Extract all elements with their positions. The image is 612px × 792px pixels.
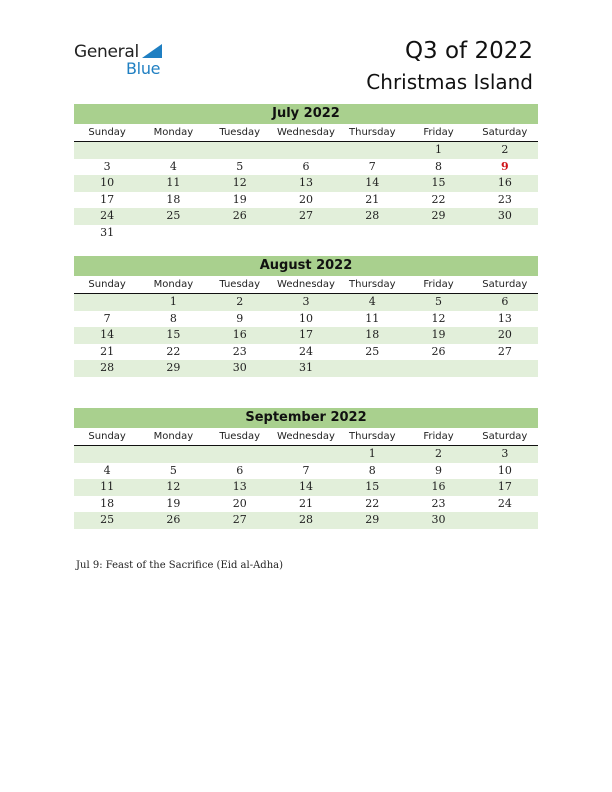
- day-cell: [339, 142, 405, 159]
- day-cell: 27: [232, 513, 247, 526]
- logo-general-text: General: [74, 42, 139, 62]
- page-subtitle: Christmas Island: [366, 70, 533, 94]
- day-cell: [472, 225, 538, 242]
- day-cell: 6: [236, 463, 244, 477]
- day-cell: 21: [365, 192, 380, 206]
- day-cell: 30: [497, 209, 512, 222]
- day-cell: [140, 142, 206, 159]
- day-cell: 11: [166, 176, 181, 189]
- week-row: [74, 225, 538, 242]
- day-cell: 26: [232, 209, 247, 222]
- day-cell: 2: [435, 447, 443, 460]
- day-cell: 20: [298, 192, 313, 206]
- day-cell: 1: [435, 143, 443, 156]
- day-cell: 18: [365, 328, 380, 341]
- weekday-label: Saturday: [482, 431, 528, 442]
- day-cell: 2: [501, 143, 509, 156]
- day-cell: 24: [100, 209, 115, 222]
- weekday-label: Monday: [153, 431, 194, 442]
- week-row: [74, 360, 538, 377]
- day-cell: 30: [232, 361, 247, 374]
- day-cell: [273, 446, 339, 463]
- weekday-label: Friday: [423, 431, 454, 442]
- day-cell: 29: [431, 209, 446, 222]
- day-cell: [273, 225, 339, 242]
- weekday-label: Sunday: [88, 127, 126, 138]
- weekday-label: Thursday: [349, 431, 396, 442]
- day-cell: 3: [501, 447, 509, 460]
- page-title: Q3 of 2022: [404, 38, 533, 64]
- month-calendar: [74, 408, 538, 529]
- day-cell: 23: [431, 496, 446, 510]
- day-cell: [339, 360, 405, 377]
- day-cell: 25: [365, 344, 380, 358]
- day-cell: 16: [497, 176, 512, 189]
- weekday-label: Tuesday: [219, 127, 261, 138]
- day-cell: 12: [431, 311, 446, 325]
- day-cell: [405, 225, 471, 242]
- day-cell: 15: [166, 328, 181, 341]
- day-cell: [74, 142, 140, 159]
- week-row: [74, 344, 538, 361]
- day-cell: 14: [298, 480, 313, 493]
- day-cell: 13: [232, 480, 247, 493]
- day-cell: 5: [435, 295, 443, 308]
- day-cell: [140, 225, 206, 242]
- day-cell: [74, 294, 140, 311]
- day-cell: 10: [298, 311, 313, 325]
- day-cell: 9: [501, 159, 509, 173]
- day-cell: 31: [298, 361, 313, 374]
- week-row: [74, 479, 538, 496]
- day-cell: 19: [232, 192, 247, 206]
- day-cell: 7: [103, 311, 111, 325]
- week-row: [74, 294, 538, 311]
- day-cell: 7: [302, 463, 310, 477]
- weekday-label: Friday: [423, 279, 454, 290]
- day-cell: 31: [100, 225, 115, 239]
- weekday-label: Wednesday: [277, 279, 335, 290]
- day-cell: 17: [497, 480, 512, 493]
- day-cell: 29: [365, 513, 380, 526]
- day-cell: 17: [298, 328, 313, 341]
- week-row: [74, 192, 538, 209]
- day-cell: 13: [497, 311, 512, 325]
- week-row: [74, 159, 538, 176]
- weekday-label: Saturday: [482, 127, 528, 138]
- month-title: September 2022: [74, 408, 538, 428]
- day-cell: 10: [100, 176, 115, 189]
- day-cell: 23: [232, 344, 247, 358]
- day-cell: 12: [232, 176, 247, 189]
- weekday-header-row: [74, 428, 538, 446]
- month-title: August 2022: [74, 256, 538, 276]
- holiday-note: Jul 9: Feast of the Sacrifice (Eid al-Adha): [76, 560, 283, 571]
- day-cell: 3: [103, 159, 111, 173]
- day-cell: 23: [497, 192, 512, 206]
- weekday-label: Sunday: [88, 431, 126, 442]
- weekday-label: Tuesday: [219, 279, 261, 290]
- day-cell: [339, 225, 405, 242]
- day-cell: 20: [497, 328, 512, 341]
- day-cell: 28: [100, 361, 115, 374]
- day-cell: 17: [100, 192, 115, 206]
- week-row: [74, 327, 538, 344]
- day-cell: 24: [298, 344, 313, 358]
- day-cell: 26: [431, 344, 446, 358]
- day-cell: [472, 360, 538, 377]
- day-cell: 7: [368, 159, 376, 173]
- week-row: [74, 142, 538, 159]
- day-cell: 3: [302, 295, 310, 308]
- day-cell: 22: [431, 192, 446, 206]
- day-cell: 27: [298, 209, 313, 222]
- day-cell: 8: [435, 159, 443, 173]
- logo-triangle-icon: [142, 44, 162, 58]
- day-cell: 16: [232, 328, 247, 341]
- day-cell: 1: [169, 295, 177, 308]
- day-cell: 27: [497, 344, 512, 358]
- day-cell: 5: [236, 159, 244, 173]
- day-cell: 21: [298, 496, 313, 510]
- month-calendar: [74, 256, 538, 377]
- day-cell: 28: [298, 513, 313, 526]
- day-cell: 5: [169, 463, 177, 477]
- day-cell: [207, 225, 273, 242]
- day-cell: [140, 446, 206, 463]
- week-row: [74, 208, 538, 225]
- day-cell: 13: [298, 176, 313, 189]
- day-cell: 20: [232, 496, 247, 510]
- weekday-label: Thursday: [349, 279, 396, 290]
- day-cell: 18: [100, 496, 115, 510]
- weekday-label: Wednesday: [277, 127, 335, 138]
- week-row: [74, 512, 538, 529]
- day-cell: 21: [100, 344, 115, 358]
- day-cell: 8: [368, 463, 376, 477]
- weekday-label: Thursday: [349, 127, 396, 138]
- day-cell: 9: [236, 311, 244, 325]
- day-cell: 1: [368, 447, 376, 460]
- day-cell: 22: [166, 344, 181, 358]
- day-cell: 6: [501, 295, 509, 308]
- day-cell: 10: [497, 463, 512, 477]
- day-cell: 11: [100, 480, 115, 493]
- week-row: [74, 446, 538, 463]
- day-cell: 12: [166, 480, 181, 493]
- day-cell: 4: [103, 463, 111, 477]
- day-cell: [74, 446, 140, 463]
- day-cell: 19: [431, 328, 446, 341]
- day-cell: 9: [435, 463, 443, 477]
- day-cell: 6: [302, 159, 310, 173]
- logo-blue-text: Blue: [126, 59, 161, 78]
- day-cell: [405, 360, 471, 377]
- weekday-label: Saturday: [482, 279, 528, 290]
- day-cell: 15: [365, 480, 380, 493]
- day-cell: 25: [166, 209, 181, 222]
- week-row: [74, 496, 538, 513]
- day-cell: [207, 142, 273, 159]
- month-calendar: [74, 104, 538, 241]
- day-cell: 11: [365, 311, 380, 325]
- week-row: [74, 175, 538, 192]
- week-row: [74, 463, 538, 480]
- weekday-header-row: [74, 124, 538, 142]
- day-cell: [472, 512, 538, 529]
- day-cell: 19: [166, 496, 181, 510]
- day-cell: 22: [365, 496, 380, 510]
- day-cell: 8: [169, 311, 177, 325]
- day-cell: 28: [365, 209, 380, 222]
- weekday-label: Wednesday: [277, 431, 335, 442]
- day-cell: 4: [169, 159, 177, 173]
- weekday-label: Tuesday: [219, 431, 261, 442]
- month-title: July 2022: [74, 104, 538, 124]
- logo: [74, 42, 174, 78]
- weekday-label: Monday: [153, 279, 194, 290]
- day-cell: 24: [497, 496, 512, 510]
- day-cell: 15: [431, 176, 446, 189]
- day-cell: [207, 446, 273, 463]
- day-cell: 2: [236, 295, 244, 308]
- day-cell: 26: [166, 513, 181, 526]
- weekday-label: Friday: [423, 127, 454, 138]
- day-cell: [273, 142, 339, 159]
- day-cell: 4: [368, 295, 376, 308]
- day-cell: 29: [166, 361, 181, 374]
- day-cell: 14: [100, 328, 115, 341]
- weekday-header-row: [74, 276, 538, 294]
- day-cell: 25: [100, 513, 115, 526]
- weekday-label: Monday: [153, 127, 194, 138]
- day-cell: 14: [365, 176, 380, 189]
- day-cell: 16: [431, 480, 446, 493]
- weekday-label: Sunday: [88, 279, 126, 290]
- day-cell: 30: [431, 513, 446, 526]
- week-row: [74, 311, 538, 328]
- day-cell: 18: [166, 192, 181, 206]
